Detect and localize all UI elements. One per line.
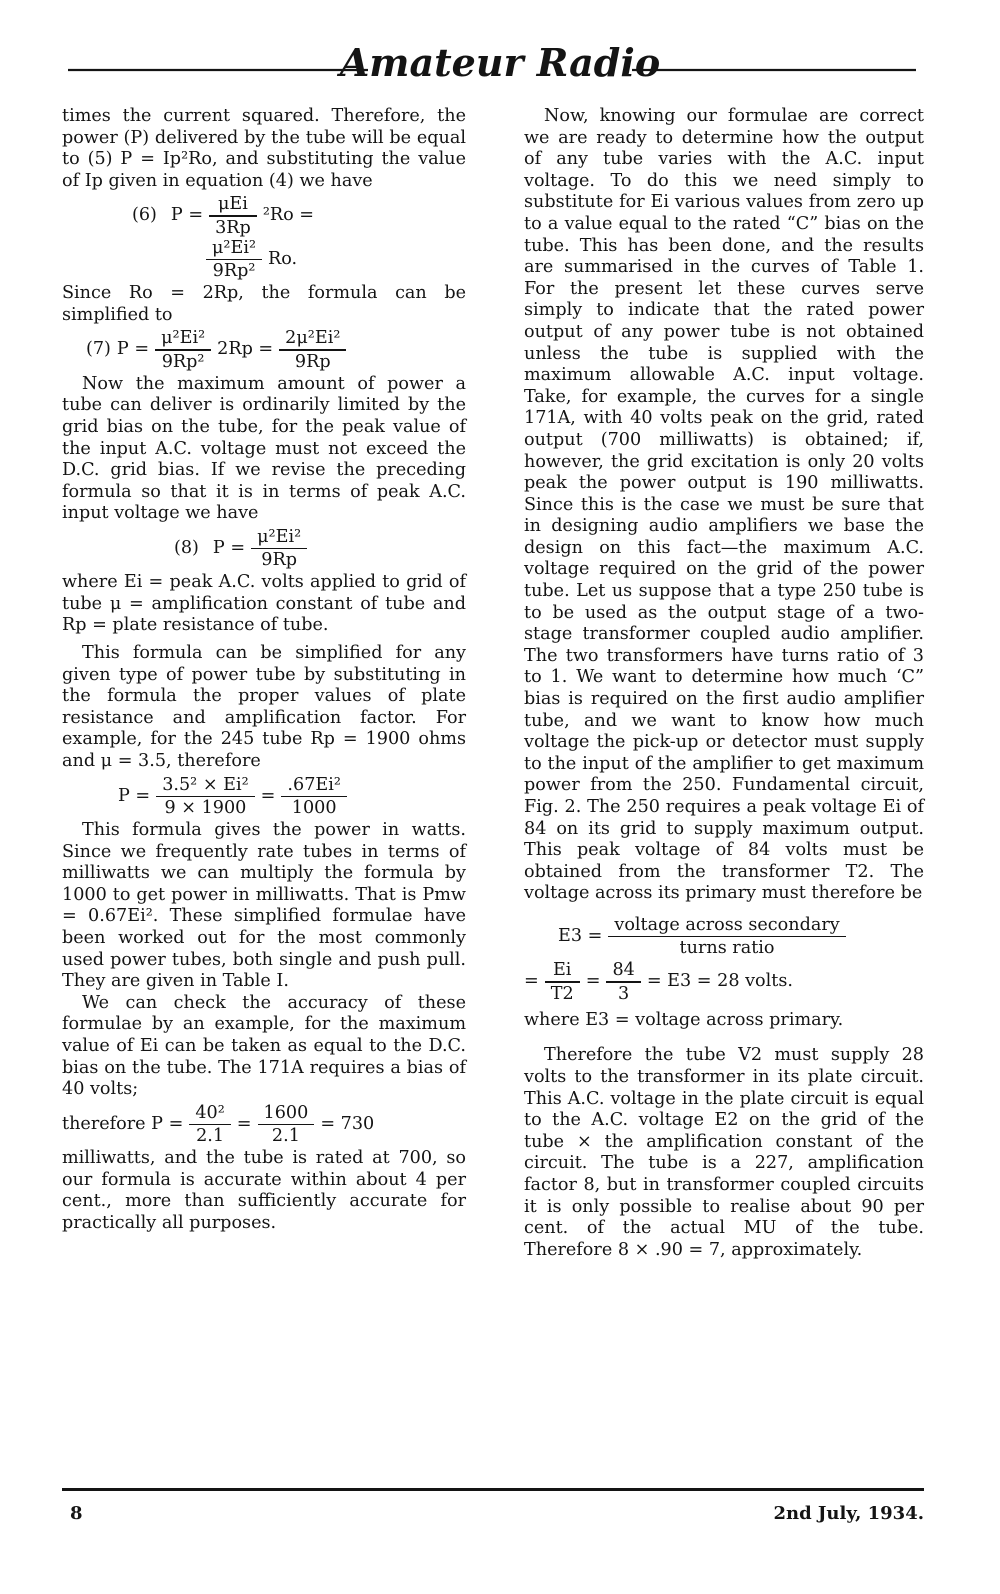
- eq-e3-denominator: turns ratio: [679, 938, 775, 959]
- eq-result-fraction: [545, 960, 580, 1003]
- eq-result-numerator: Ei: [552, 960, 572, 981]
- eq7-denominator-2: 9Rp: [294, 351, 331, 372]
- masthead-graphic: [0, 30, 1000, 90]
- masthead-title: Amateur Radio: [339, 40, 661, 85]
- eq8-lhs: P =: [212, 537, 246, 558]
- eq-result-denominator: T2: [550, 983, 574, 1004]
- eq6-fraction-2: [206, 238, 262, 281]
- right-paragraph-1: Now, knowing our formulae are correct we are ready to determine how the output of any tube varies with the A.C. input voltage. To do this we need simply to substitute for Ei various values from zero up to a value equal to the rated “C” bias on the tube. This has been done, and the results are summarised in the curves of Table 1. For the present let these curves serve simply to indicate that the rated power output of any power tube is not obtained unless the tube is supplied with the maximum allowable A.C. input voltage. Take, for example, the curves for a single 171A, with 40 volts peak on the grid, rated output (700 milliwatts) is obtained; if, however, the grid excitation is only 20 volts peak the power output is 190 milliwatts. Since this is the case we must be sure that in designing audio amplifiers we base the design on this fact—the maximum A.C. voltage required on the grid of the power tube. Let us suppose that a type 250 tube is to be used as the output stage of a two-stage transformer coupled audio amplifier. The two transformers have turns ratio of 3 to 1. We want to determine how much ‘C” bias is required on the first audio amplifier tube, and we want to know how much voltage the pick-up or detector must supply to the input of the amplifier to get maximum power from the 250. Fundamental circuit, Fig. 2. The 250 requires a peak voltage Ei of 84 on its grid to supply maximum output. This peak voltage of 84 volts must be obtained from the transformer T2. The voltage across its primary must therefore be: [524, 106, 924, 904]
- eq6-numerator: μEi: [218, 194, 248, 215]
- eq-e3-lhs: E3 =: [558, 925, 603, 946]
- left-paragraph-7: We can check the accuracy of these formulae by an example, for the maximum value of Ei can be taken as equal to the D.C. bias on the tube. The 171A requires a bias of 40 volts;: [62, 992, 466, 1100]
- eq7-numerator-2: 2μ²Ei²: [285, 328, 341, 349]
- eq9-lhs: P =: [118, 785, 151, 806]
- equation-6: [62, 194, 466, 281]
- left-paragraph-1: times the current squared. Therefore, the power (P) delivered by the tube will be equal to (5) P = Ip²Ro, and substituting the value of Ip given in equation (4) we have: [62, 106, 466, 191]
- equation-10: [62, 1103, 466, 1146]
- eq7-fraction: [155, 328, 211, 371]
- eq6-label: (6): [132, 205, 157, 226]
- eq9-denominator-2: 1000: [291, 798, 337, 819]
- eq10-numerator-2: 1600: [263, 1102, 309, 1123]
- eq8-numerator: μ²Ei²: [257, 526, 302, 547]
- eq6-mid: ²Ro =: [262, 205, 315, 226]
- eq10-tail: = 730: [320, 1113, 375, 1134]
- eq-result-tail: = E3 = 28 volts.: [646, 971, 793, 992]
- right-paragraph-3: Therefore the tube V2 must supply 28 volts to the transformer in its plate circuit. This A.C. voltage in the plate circuit is equal to the A.C. voltage E2 on the grid of the tube × the amplification constant of the circuit. The tube is a 227, amplification factor 8, but in transformer coupled circuits it is only possible to realise about 90 per cent. of the actual MU of the tube. Therefore 8 × .90 = 7, approximately.: [524, 1045, 924, 1260]
- eq6-denominator: 3Rp: [215, 217, 251, 238]
- eq-e3-numerator: voltage across secondary: [614, 914, 840, 935]
- equation-e3-result: [524, 960, 924, 1003]
- eq9-mid: =: [260, 785, 276, 806]
- equation-8: [62, 527, 466, 570]
- eq10-fraction: [189, 1103, 230, 1146]
- eq-result-denominator-2: 3: [618, 983, 630, 1004]
- eq7-denominator: 9Rp²: [161, 351, 205, 372]
- eq10-lhs: therefore P =: [62, 1113, 184, 1134]
- eq-result-fraction-2: [606, 960, 640, 1003]
- eq8-denominator: 9Rp: [261, 550, 297, 571]
- eq7-fraction-2: [279, 328, 346, 371]
- left-paragraph-5: This formula can be simplified for any given type of power tube by substituting in the formula the proper values of plate resistance and amplification factor. For example, for the 245 tube Rp = 1900 ohms and μ = 3.5, therefore: [62, 643, 466, 772]
- eq6-denominator-2: 9Rp²: [212, 261, 256, 282]
- eq7-label: (7): [86, 339, 111, 360]
- eq7-numerator: μ²Ei²: [161, 328, 206, 349]
- left-paragraph-8: milliwatts, and the tube is rated at 700, so our formula is accurate within about 4 per cent., more than sufficiently accurate for practically all purposes.: [62, 1148, 466, 1233]
- page-number: 8: [70, 1503, 83, 1524]
- eq9-fraction-2: [281, 775, 347, 818]
- left-paragraph-6: This formula gives the power in watts. Since we frequently rate tubes in terms of milliwatts we can multiply the formula by 1000 to get power in milliwatts. That is Pmw = 0.67Ei². These simplified formulae have been worked out for the most commonly used power tubes, both single and push pull. They are given in Table I.: [62, 820, 466, 992]
- eq9-fraction: [156, 775, 254, 818]
- left-paragraph-3: Now the maximum amount of power a tube can deliver is ordinarily limited by the grid bias on the tube, for the peak value of the input A.C. voltage must not exceed the D.C. grid bias. If we revise the preceding formula so that it is in terms of peak A.C. input voltage we have: [62, 373, 466, 524]
- eq-result-mid: =: [585, 971, 601, 992]
- eq9-denominator: 9 × 1900: [164, 798, 247, 819]
- footer-rule: [62, 1488, 924, 1491]
- left-column: [62, 106, 466, 1235]
- issue-date: 2nd July, 1934.: [773, 1503, 924, 1524]
- eq-result-numerator-2: 84: [612, 960, 635, 981]
- eq9-numerator-2: .67Ei²: [287, 774, 341, 795]
- eq7-lhs: P =: [116, 339, 150, 360]
- right-column: [524, 106, 924, 1261]
- eq-result-lhs: =: [524, 971, 539, 992]
- left-paragraph-4: where Ei = peak A.C. volts applied to grid of tube μ = amplification constant of tube and Rp = plate resistance of tube.: [62, 572, 466, 636]
- equation-9: [62, 775, 466, 818]
- eq9-numerator: 3.5² × Ei²: [162, 774, 249, 795]
- left-paragraph-2: Since Ro = 2Rp, the formula can be simplified to: [62, 283, 466, 325]
- eq10-fraction-2: [258, 1103, 315, 1146]
- right-paragraph-2: where E3 = voltage across primary.: [524, 1009, 844, 1030]
- masthead: [0, 30, 1000, 90]
- eq6-fraction: [209, 194, 257, 237]
- eq10-numerator: 40²: [195, 1102, 225, 1123]
- eq8-fraction: [251, 527, 307, 570]
- eq6-tail: Ro.: [268, 248, 298, 269]
- eq8-label: (8): [174, 537, 199, 558]
- eq7-mid: 2Rp =: [217, 339, 274, 360]
- eq6-numerator-2: μ²Ei²: [212, 237, 257, 258]
- equation-7: [62, 328, 466, 371]
- eq10-mid: =: [236, 1113, 252, 1134]
- eq6-lhs: P =: [170, 205, 204, 226]
- equation-e3: [524, 915, 924, 958]
- eq-e3-fraction: [608, 915, 845, 958]
- eq10-denominator-2: 2.1: [271, 1126, 300, 1147]
- eq10-denominator: 2.1: [196, 1126, 225, 1147]
